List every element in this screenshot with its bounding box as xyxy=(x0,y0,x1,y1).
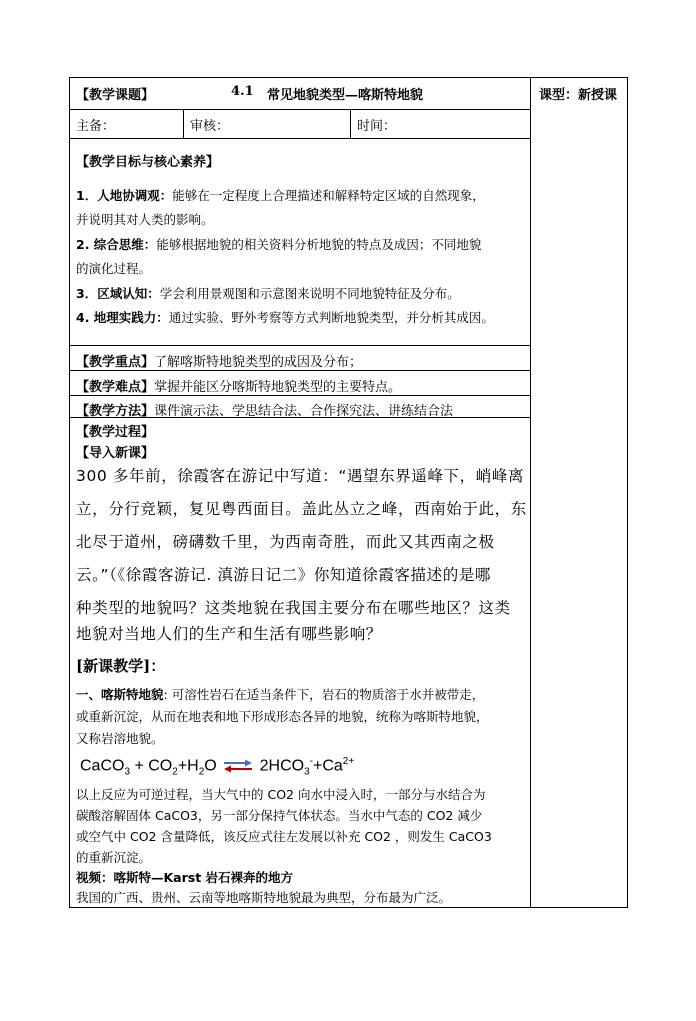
key-point-label: 【教学重点】 xyxy=(76,355,155,370)
time-label: 时间： xyxy=(357,119,397,134)
new-lesson-heading: [新课教学]： xyxy=(76,657,166,675)
karst-definition-line: 或重新沉淀，从而在地表和地下形成形态各异的地貌，统称为喀斯特地貌， xyxy=(76,709,489,724)
table-divider-type-column xyxy=(530,77,531,908)
objective-continuation: 的演化过程。 xyxy=(76,261,152,276)
objectives-heading: 【教学目标与核心素养】 xyxy=(76,155,220,170)
reviewer-label: 审核： xyxy=(190,119,230,134)
table-divider-header xyxy=(69,109,531,110)
methods-text: 课件演示法、学思结合法、合作探究法、讲练结合法 xyxy=(154,404,454,419)
table-divider-meta-2 xyxy=(350,109,351,139)
objective-label: 2. 综合思维： xyxy=(76,237,157,252)
table-divider-meta-1 xyxy=(183,109,184,139)
methods-row xyxy=(76,400,453,419)
karst-definition: 一、喀斯特地貌: 可溶性岩石在适当条件下，岩石的物质溶于水并被带走， xyxy=(76,687,485,702)
table-divider-meta xyxy=(69,138,531,139)
intro-line: 云。”（《徐霞客游记. 滇游日记二》你知道徐霞客描述的是哪 xyxy=(76,566,492,584)
reaction-line: 碳酸溶解固体 CaCO3，另一部分保持气体状态。当水中气态的 CO2 减少 xyxy=(76,808,483,823)
intro-line: 北尽于道州，磅礴数千里，为西南奇胜，而此又其西南之极 xyxy=(76,533,495,551)
objective-item: 1．人地协调观：能够在一定程度上合理描述和解释特定区域的自然现象， xyxy=(76,188,485,203)
lesson-number: 4.1 xyxy=(231,84,254,99)
intro-line: 立，分行竞颖，复见粤西面目。盖此丛立之峰，西南始于此，东 xyxy=(76,500,527,518)
video-line: 视频：喀斯特—Karst 岩石裸奔的地方 xyxy=(76,870,294,885)
table-divider-difficulty xyxy=(69,395,531,396)
karst-definition-line: 又称岩溶地貌。 xyxy=(76,731,164,746)
objective-item: 2. 综合思维：能够根据地貌的相关资料分析地貌的特点及成因；不同地貌 xyxy=(76,237,482,252)
reaction-line: 或空气中 CO2 含量降低，该反应式往左发展以补充 CO2 ，则发生 CaCO3 xyxy=(76,829,492,844)
topic-label: 【教学课题】 xyxy=(76,88,155,103)
key-point-row xyxy=(76,351,362,370)
difficulty-text: 掌握并能区分喀斯特地貌类型的主要特点。 xyxy=(154,380,402,395)
methods-label: 【教学方法】 xyxy=(76,404,155,419)
objective-label: 3．区域认知： xyxy=(76,286,160,301)
intro-heading: 【导入新课】 xyxy=(76,446,155,461)
lesson-type: 课型：新授课 xyxy=(539,88,618,103)
process-heading: 【教学过程】 xyxy=(76,425,155,440)
reversible-arrow-icon xyxy=(223,759,253,773)
table-divider-keypoint xyxy=(69,370,531,371)
difficulty-row xyxy=(76,376,401,395)
table-divider-objectives xyxy=(69,345,531,346)
chemical-equation: CaCO$_3$ + $CO_2+H_2O$ $2HCO_3^-+Ca^{2+}$ xyxy=(80,756,355,778)
reaction-line: 以上反应为可逆过程，当大气中的 CO2 向水中浸入时，一部分与水结合为 xyxy=(76,787,486,802)
preparer-label: 主备： xyxy=(76,119,116,134)
objective-item: 3．区域认知：学会利用景观图和示意图来说明不同地貌特征及分布。 xyxy=(76,286,460,301)
objective-label: 1．人地协调观： xyxy=(76,188,173,203)
difficulty-label: 【教学难点】 xyxy=(76,380,155,395)
intro-line: 地貌对当地人们的生产和生活有哪些影响？ xyxy=(76,625,382,643)
objective-continuation: 并说明其对人类的影响。 xyxy=(76,212,214,227)
distribution-line: 我国的广西、贵州、云南等地喀斯特地貌最为典型，分布最为广泛。 xyxy=(76,890,452,905)
intro-line: 种类型的地貌吗？这类地貌在我国主要分布在哪些地区？这类 xyxy=(76,599,511,617)
objective-label: 4. 地理实践力： xyxy=(76,310,169,325)
intro-line: 300 多年前，徐霞客在游记中写道：“遇望东界遥峰下，峭峰离 xyxy=(76,467,525,485)
karst-label: 一、喀斯特地貌 xyxy=(76,687,164,702)
reaction-line: 的重新沉淀。 xyxy=(76,850,152,865)
key-point-text: 了解喀斯特地貌类型的成因及分布； xyxy=(154,355,363,370)
objective-item: 4. 地理实践力：通过实验、野外考察等方式判断地貌类型，并分析其成因。 xyxy=(76,310,494,325)
lesson-title: 常见地貌类型—喀斯特地貌 xyxy=(267,88,424,103)
